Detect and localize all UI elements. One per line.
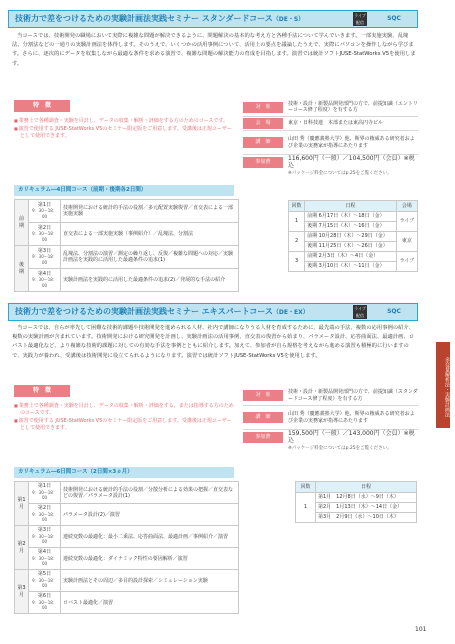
info-target: 対 象 技術・設計・新製品開発部門の方で、前提知識（スタンダードコース修了程度）を有する方 (243, 386, 418, 406)
term-cell: 第3月 (15, 570, 29, 614)
table-row (15, 548, 239, 570)
info-fee: 参加費 159,500円（一般）／143,000円（会員）※税込 (243, 430, 418, 445)
side-index-tab: 多変量解析法・実験計画法 (436, 342, 450, 428)
table-row: 1 前期 6月17日（木）～18日（金） ライブ (289, 212, 418, 222)
feature-item: ■ 業務上で各種調査・実験を目計し、データの収集・解析・評価をする方のためのコースです。 (14, 117, 234, 125)
sqc-label: SQC (387, 14, 401, 22)
table-row: 後期 7月15日（木）～16日（金） (289, 222, 418, 232)
content-cell: 技術開発における統計的手法の役割／多元配置実験復習／直交表による一部実施実験 (61, 200, 239, 223)
live-badge-icon: ライブ配信 (354, 306, 366, 318)
table-header-row: 回数 日程 会場 (289, 201, 418, 212)
term-cell: 前期 (15, 200, 29, 246)
features-list (14, 117, 234, 140)
day-cell: 第1日 9：30～18：00 (29, 482, 61, 504)
curriculum-title: カリキュラム―6日間コース（2日間×3ヵ月） (14, 467, 234, 478)
table-row (15, 482, 239, 504)
curriculum-table (14, 199, 239, 292)
course-header-expert (8, 303, 418, 321)
table-header-row: 回数 日程 (296, 482, 417, 493)
schedule-table (288, 200, 418, 272)
table-row: 1 第1月 12月8日（水）～9日（木） (296, 493, 417, 503)
day-cell: 第3日 9：30～18：00 (29, 246, 61, 269)
feature-item: ■ 演習で使用する JUSE-StatWorks V5のセミナー限定版をご用意します。受講後は正規ユーザーとして使用できます。 (14, 125, 234, 140)
term-cell: 第1月 (15, 482, 29, 526)
table-row (15, 269, 239, 292)
content-cell: ロバスト最適化／演習 (61, 592, 239, 614)
course-intro: 当コースでは、技術開発の職場において実際に複雑な問題が解決できるように、問題解決の基本的な考え方と各種手法について学んでいきます。一部実施実験、乱塊法、分割法などの一通りの実験計画法を体得します。そのうえで、いくつかの活用事例について、活用上の要点を議論したうえで、実際にパソコンを操作しながら学びます。さらに、逐次的にデータを収集しながら最適な条件を求める演習で、複雑な問題の解決能力の育成を目指します。演習では統計ソフトJUSE-StatWorks V5を使用します。 (12, 33, 416, 67)
fee-note: ※パッケージ料金についてはp.25をご覧ください。 (288, 171, 392, 176)
info-target: 対 象 技術・設計・新製品開発部門の方で、前提知識（エントリーコース修了程度）を有する方 (243, 98, 418, 117)
term-cell: 第2月 (15, 526, 29, 570)
day-cell: 第5日 9：30～18：00 (29, 570, 61, 592)
day-cell: 第4日 9：30～18：00 (29, 548, 61, 570)
course-info (243, 98, 418, 177)
features-list (14, 402, 234, 432)
table-row: 第3月 2月9日（水）～10日（木） (296, 513, 417, 523)
course-title: 技術力で差をつけるための実験計画法実践セミナー スタンダードコース（DE・S） (15, 13, 305, 23)
content-cell: 直交表による一部実施実験（事例紹介）／乱塊法、分割法 (61, 223, 239, 246)
feature-item: ■ 演習で使用する JUSE-StatWorks V5のセミナー限定版をご用意します。受講後は正規ユーザーとして使用できます。 (14, 417, 234, 432)
live-badge-icon: ライブ配信 (354, 13, 366, 25)
schedule-table (295, 481, 417, 523)
day-cell: 第2日 9：30～18：00 (29, 504, 61, 526)
feature-item: ■ 業務上で各種調査・実験を目計し、データの収集・解析・評価をする、または指導する方のためのコースです。 (14, 402, 234, 417)
page-number: 101 (415, 626, 427, 633)
features-label: 特 徴 (14, 100, 70, 112)
table-row (15, 570, 239, 592)
day-cell: 第1日 9：30～18：00 (29, 200, 61, 223)
content-cell: 実験計画法とその周辺／多目的設計探索／シミュレーション実験 (61, 570, 239, 592)
curriculum-title: カリキュラム―4日間コース（前期・後期各2日間） (14, 185, 234, 196)
content-cell: 技術開発における統計的手法の役割／分散分析による効果の把握／直交表などの復習／パラメータ設計(1) (61, 482, 239, 504)
info-lecturer: 講 師 山田 秀（慶應義塾大学）他、斯界の権威ある研究者および企業の実務家が指導にあたります (243, 406, 418, 430)
table-row (15, 526, 239, 548)
table-row (15, 504, 239, 526)
sqc-label: SQC (387, 307, 401, 315)
table-row (15, 200, 239, 223)
content-cell: 乱塊法、分割法の演習／測定の繰り返し、反復／複雑な問題への対応／実験計画法を実践的に活用した最適条件の追求(1) (61, 246, 239, 269)
content-cell: パラメータ設計(2)／演習 (61, 504, 239, 526)
course-info (243, 386, 418, 452)
content-cell: 連続変数の最適化：ダイナミック特性の要因解析／演習 (61, 548, 239, 570)
curriculum-table (14, 481, 239, 614)
info-lecturer: 講 師 山田 秀（慶應義塾大学）他、斯界の権威ある研究者および企業の実務家が指導にあたります (243, 131, 418, 155)
fee-note: ※パッケージ料金についてはp.25をご覧ください。 (288, 446, 392, 451)
day-cell: 第6日 9：30～18：00 (29, 592, 61, 614)
features-label: 特 徴 (14, 385, 70, 397)
info-fee: 参加費 116,600円（一般）／104,500円（会員）※税込 (243, 155, 418, 170)
table-row: 後期 3月10日（木）～11日（金） (289, 262, 418, 272)
table-row: 3 前期 2月3日（木）～4日（金） ライブ (289, 252, 418, 262)
table-row (15, 223, 239, 246)
term-cell: 後期 (15, 246, 29, 292)
info-venue: 会 場 東京・日科技連 本部または東高円寺ビル (243, 117, 418, 131)
course-intro: 当コースでは、自らが率先して困難な技術的課題や技術開発を進められる人材、社内で講師になりうる人材を育成するために、最先端の手法、複数の応用事例の紹介、複数の実験計画が含まれています。技術開発における研究開発を計画し、実験計画法の活用事例、直交表の復習から始まり、パラメータ設計、応答曲面法、最適計画、ロバスト最適化など、より複雑な技術的課題に対しての有効な手法を事例とともに紹介します。加えて、参加者が自ら規格を考えながら進める演習も積極的に行いますので、実践力が養われ、受講後は技術開発に役立てられるようになります。演習では統計ソフトJUSE-StatWorks V5を使用します。 (12, 325, 415, 359)
table-row: 後期 11月25日（木）～26日（金） (289, 242, 418, 252)
table-row: 第2月 1月13日（木）～14日（金） (296, 503, 417, 513)
day-cell: 第2日 9：30～18：00 (29, 223, 61, 246)
content-cell: 連続変数の最適化：最小二乗法、応答曲面法、最適計画／事例紹介／演習 (61, 526, 239, 548)
table-row (15, 592, 239, 614)
content-cell: 実験計画法を実践的に活用した最適条件の追求(2)／発展的な手法の紹介 (61, 269, 239, 292)
course-title: 技術力で差をつけるための実験計画法実践セミナー エキスパートコース（DE・EX） (15, 306, 309, 316)
table-row: 2 前期 10月28日（木）～29日（金） 東京 (289, 232, 418, 242)
table-row (15, 246, 239, 269)
course-header-standard (8, 10, 418, 28)
day-cell: 第3日 9：30～18：00 (29, 526, 61, 548)
day-cell: 第4日 9：30～18：00 (29, 269, 61, 292)
